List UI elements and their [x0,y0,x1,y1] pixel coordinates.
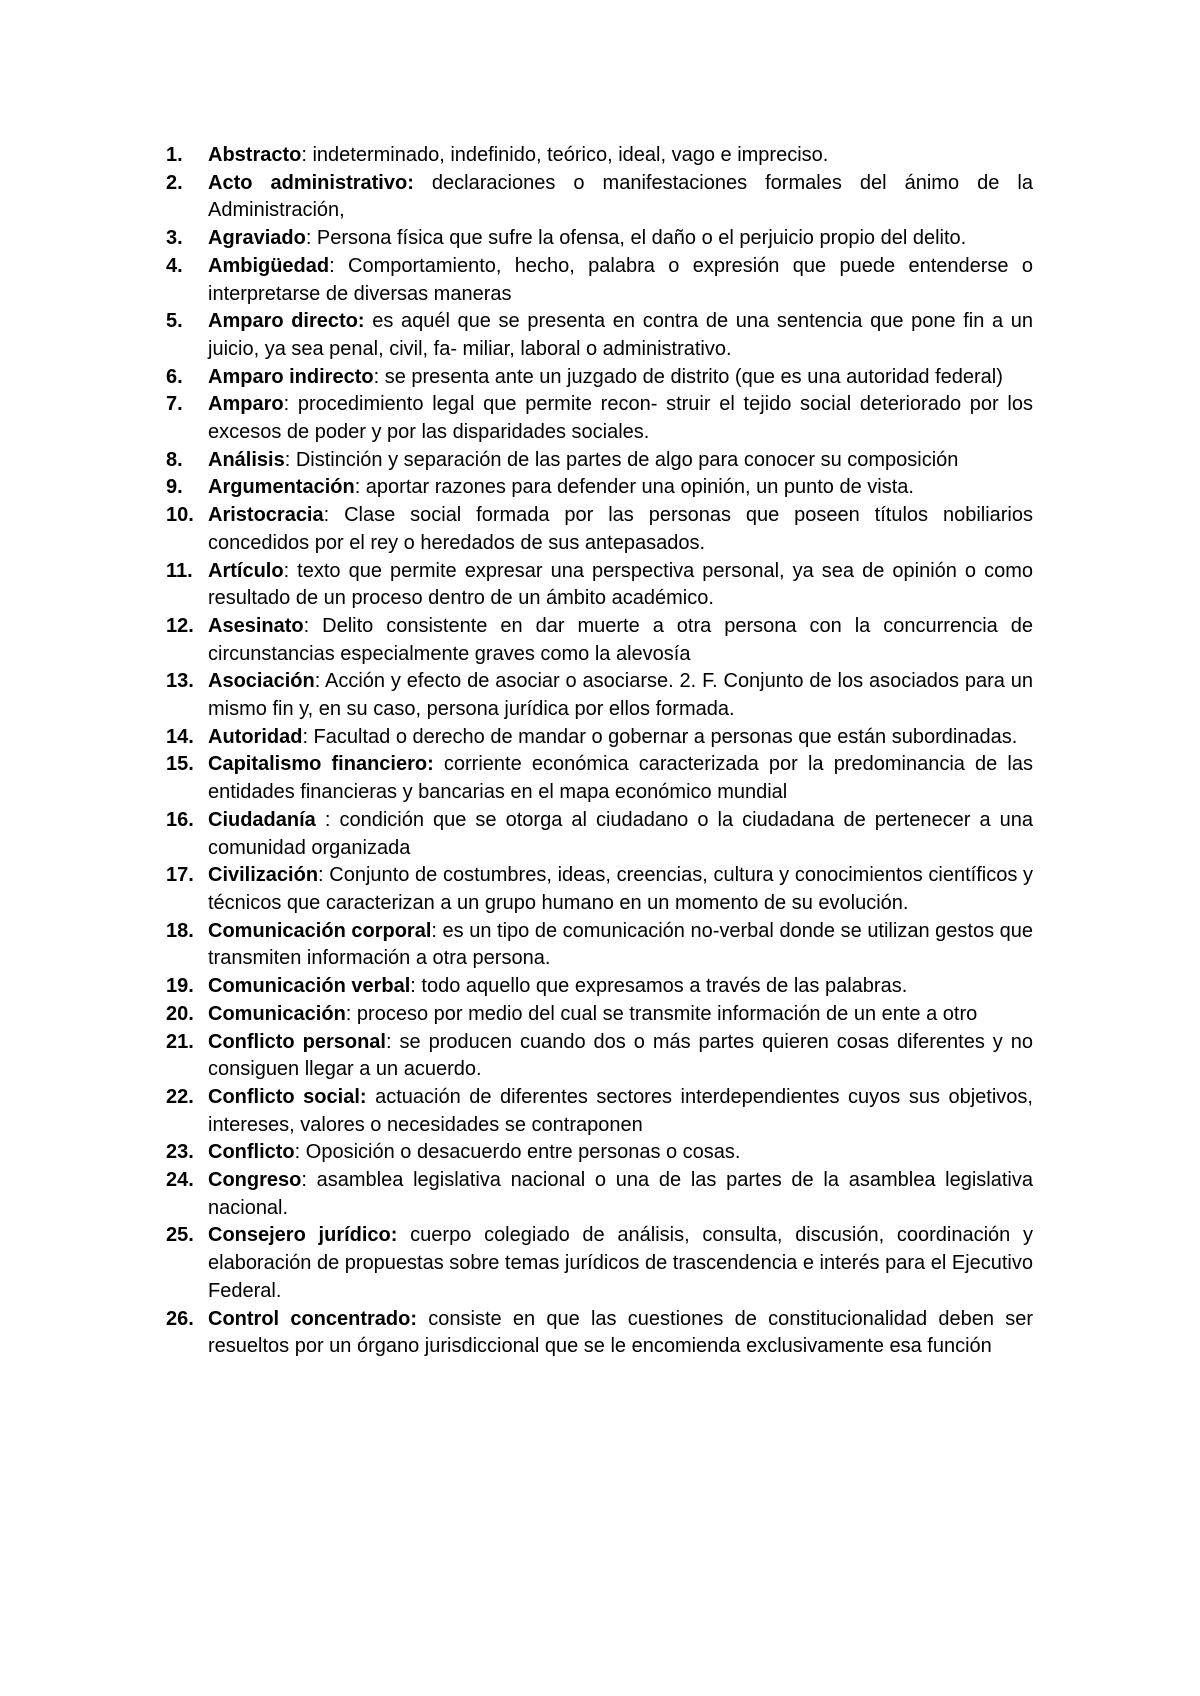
glossary-entry [166,253,1033,308]
glossary-entry [166,170,1033,225]
entry-definition: consiste en que las cuestiones de constitucionalidad deben ser resueltos por un órgano jurisdiccional que se le encomienda exclusivamente esa función [208,1307,1033,1358]
entry-definition: : se presenta ante un juzgado de distrito (que es una autoridad federal) [373,365,1003,388]
glossary-entry [166,973,1033,1001]
entry-definition: : aportar razones para defender una opinión, un punto de vista. [354,476,914,499]
entry-definition: : indeterminado, indefinido, teórico, ideal, vago e impreciso. [301,144,829,166]
glossary-entry [166,1084,1033,1139]
entry-definition: : procedimiento legal que permite recon- struir el tejido social deteriorado por los excesos de poder y por las disparidades sociales. [208,393,1033,444]
entry-definition: : asamblea legislativa nacional o una de las partes de la asamblea legislativa nacional. [208,1169,1033,1219]
glossary-entry [166,474,1033,502]
entry-term: Congreso [208,1169,302,1192]
entry-number: 20. [166,1002,194,1025]
entry-definition: : Clase social formada por las personas que poseen títulos nobiliarios concedidos por el rey o heredados de sus antepasados. [208,504,1033,554]
entry-term: Abstracto [208,144,302,166]
entry-number: 1. [166,144,183,166]
entry-term: Acto administrativo: [208,171,414,194]
entry-number: 13. [166,670,194,693]
entry-number: 23. [166,1141,194,1164]
entry-number: 25. [166,1224,194,1247]
entry-term: Argumentación [208,476,355,499]
entry-term: Control concentrado: [208,1307,418,1330]
entry-term: Comunicación corporal [208,919,432,942]
glossary-entry [166,364,1033,392]
glossary-entry [166,308,1033,363]
entry-term: Comunicación verbal [208,975,411,998]
glossary-entry [166,1306,1033,1361]
glossary-entry [166,1029,1033,1084]
entry-term: Consejero jurídico: [208,1224,398,1247]
glossary-entry [166,391,1033,446]
entry-definition: : se producen cuando dos o más partes quieren cosas diferentes y no consiguen llegar a un acuerdo. [208,1030,1033,1081]
glossary-entry [166,724,1033,752]
entry-definition: : todo aquello que expresamos a través de las palabras. [410,975,908,998]
entry-term: Ambigüedad [208,254,330,277]
entry-number: 17. [166,864,194,887]
entry-number: 15. [166,753,194,776]
entry-number: 4. [166,254,183,277]
entry-number: 3. [166,227,183,250]
entry-term: Capitalismo financiero: [208,753,434,776]
entry-definition: corriente económica caracterizada por la predominancia de las entidades financieras y bancarias en el mapa económico mundial [208,753,1033,804]
glossary-entry [166,502,1033,557]
entry-definition: : proceso por medio del cual se transmite información de un ente a otro [345,1002,978,1025]
entry-term: Asociación [208,670,315,693]
glossary-entry [166,751,1033,806]
glossary-entry [166,142,1033,170]
entry-definition: actuación de diferentes sectores interdependientes cuyos sus objetivos, intereses, valores o necesidades se contraponen [208,1085,1033,1136]
entry-definition: : Conjunto de costumbres, ideas, creencias, cultura y conocimientos científicos y técnicos que caracterizan a un grupo humano en un momento de su evolución. [208,864,1033,914]
glossary-entry [166,1139,1033,1167]
entry-definition: : Acción y efecto de asociar o asociarse. 2. F. Conjunto de los asociados para un mismo fin y, en su caso, persona jurídica por ellos formada. [208,670,1033,721]
entry-number: 18. [166,919,194,942]
entry-definition: : Facultad o derecho de mandar o gobernar a personas que están subordinadas. [302,725,1018,748]
entry-definition: : Delito consistente en dar muerte a otra persona con la concurrencia de circunstancias especialmente graves como la alevosía [208,614,1033,665]
entry-term: Comunicación [208,1002,346,1025]
entry-number: 5. [166,310,183,333]
glossary-entry [166,918,1033,973]
entry-definition: : texto que permite expresar una perspectiva personal, ya sea de opinión o como resultado de un proceso dentro de un ámbito académico. [208,559,1033,610]
glossary-list [166,142,1033,1361]
entry-term: Asesinato [208,614,304,637]
entry-number: 16. [166,808,194,831]
entry-number: 2. [166,171,183,194]
entry-number: 10. [166,504,194,527]
glossary-entry [166,1001,1033,1029]
entry-term: Análisis [208,448,285,471]
entry-term: Conflicto personal [208,1030,386,1053]
glossary-entry [166,558,1033,613]
entry-definition: : Distinción y separación de las partes de algo para conocer su composición [284,448,959,471]
entry-definition: : es un tipo de comunicación no-verbal donde se utilizan gestos que transmiten información a otra persona. [208,919,1033,970]
entry-number: 8. [166,448,183,471]
entry-number: 21. [166,1030,194,1053]
entry-number: 22. [166,1085,194,1108]
entry-term: Aristocracia [208,504,324,527]
entry-definition: : condición que se otorga al ciudadano o la ciudadana de pertenecer a una comunidad organizada [208,808,1033,859]
entry-number: 9. [166,476,183,499]
entry-number: 6. [166,365,183,388]
entry-definition: : Persona física que sufre la ofensa, el daño o el perjuicio propio del delito. [305,227,967,250]
glossary-entry [166,862,1033,917]
entry-number: 26. [166,1307,194,1330]
entry-term: Amparo directo: [208,310,365,333]
entry-term: Amparo indirecto [208,365,374,388]
entry-term: Amparo [208,393,284,416]
entry-number: 19. [166,975,194,998]
entry-number: 12. [166,614,194,637]
entry-definition: : Oposición o desacuerdo entre personas o cosas. [294,1141,741,1164]
entry-term: Agraviado [208,227,306,250]
entry-definition: cuerpo colegiado de análisis, consulta, discusión, coordinación y elaboración de propuestas sobre temas jurídicos de trascendencia e interés para el Ejecutivo Federal. [208,1224,1034,1302]
glossary-entry [166,1167,1033,1222]
glossary-entry [166,225,1033,253]
entry-term: Conflicto social: [208,1085,367,1108]
entry-definition: es aquél que se presenta en contra de una sentencia que pone fin a un juicio, ya sea penal, civil, fa- miliar, laboral o administrativo. [208,310,1033,360]
glossary-entry [166,1222,1033,1305]
glossary-entry [166,613,1033,668]
entry-term: Artículo [208,559,284,582]
entry-term: Autoridad [208,725,303,748]
entry-number: 11. [166,559,193,582]
entry-number: 14. [166,725,194,748]
entry-number: 7. [166,393,183,416]
glossary-entry [166,807,1033,862]
entry-definition: : Comportamiento, hecho, palabra o expresión que puede entenderse o interpretarse de diversas maneras [208,254,1033,305]
entry-term: Civilización [208,864,319,887]
glossary-entry [166,447,1033,475]
glossary-entry [166,668,1033,723]
entry-definition: declaraciones o manifestaciones formales del ánimo de la Administración, [208,171,1034,222]
entry-number: 24. [166,1169,194,1192]
entry-term: Conflicto [208,1141,295,1164]
entry-term: Ciudadanía [208,808,316,831]
